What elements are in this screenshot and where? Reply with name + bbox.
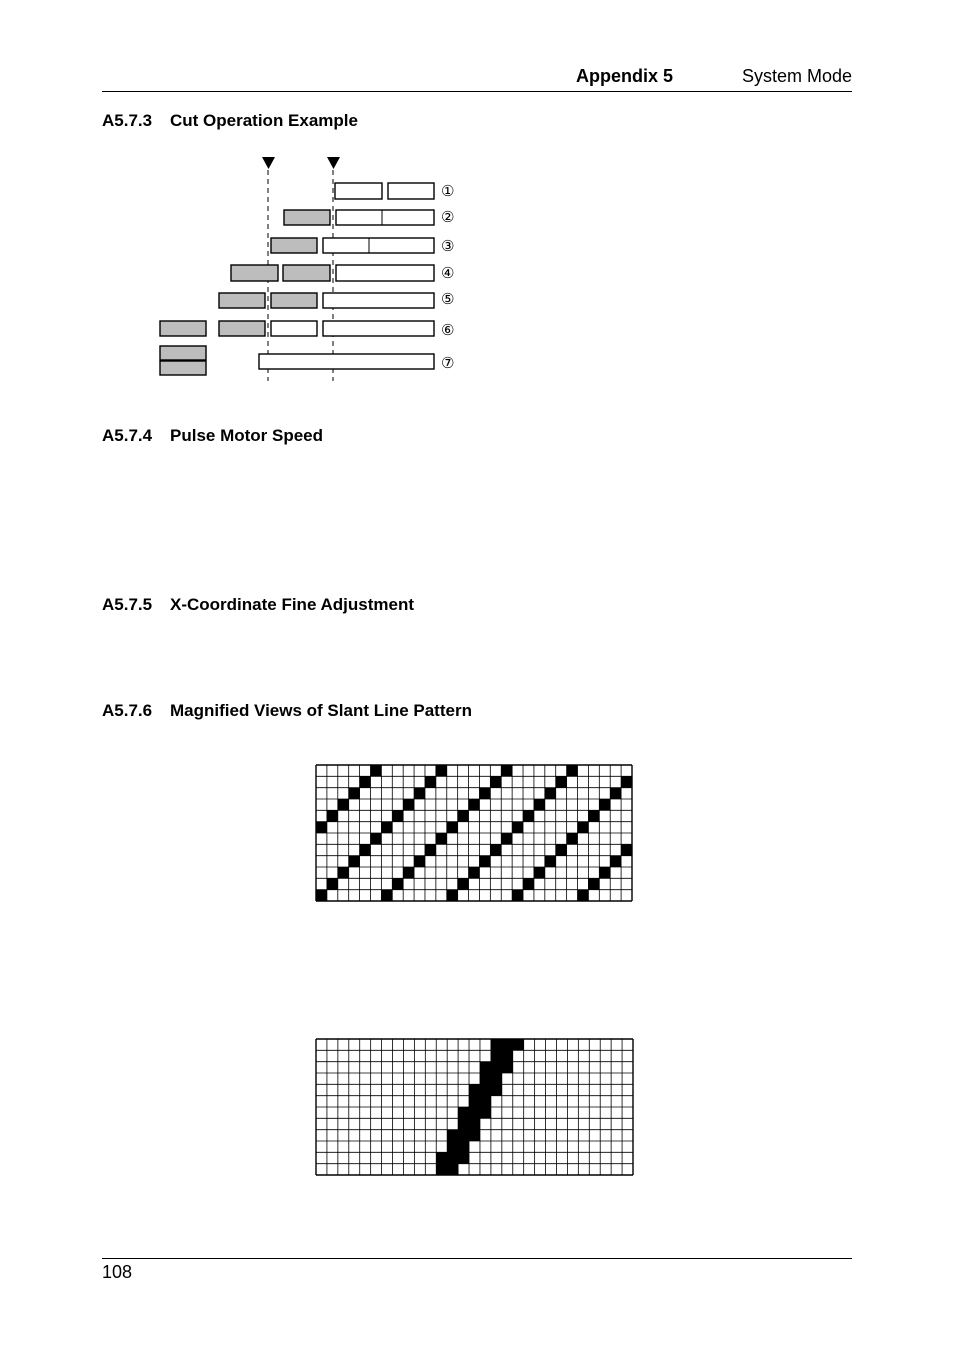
slant-pattern-2-dot (458, 1152, 469, 1163)
step-label: ⑥ (441, 321, 455, 339)
slant-pattern-2-dot (491, 1084, 502, 1095)
step-label: ④ (441, 264, 455, 282)
step-label: ③ (441, 237, 455, 255)
slant-pattern-2-dot (469, 1107, 480, 1118)
slant-pattern-2-dot (513, 1039, 524, 1050)
slant-pattern-2-dot (447, 1164, 458, 1175)
header-title: System Mode (741, 66, 852, 86)
slant-pattern-2-dot (502, 1050, 513, 1061)
slant-pattern-2-dot (480, 1084, 491, 1095)
page-footer (102, 1258, 852, 1282)
slant-pattern-2-dot (491, 1039, 502, 1050)
slant-pattern-2-dot (458, 1118, 469, 1129)
slant-pattern-2-dot (491, 1062, 502, 1073)
slant-pattern-2-dot (436, 1152, 447, 1163)
step-label: ⑦ (441, 354, 455, 372)
section-title: X-Coordinate Fine Adjustment (170, 595, 414, 614)
section-number: A5.7.5 (102, 595, 153, 614)
slant-pattern-2-dot (502, 1039, 513, 1050)
slant-pattern-2-dot (480, 1073, 491, 1084)
section-number: A5.7.6 (102, 701, 153, 720)
slant-pattern-2-dot (469, 1118, 480, 1129)
slant-pattern-2-dot (458, 1130, 469, 1141)
step-label: ⑤ (441, 290, 455, 308)
slant-pattern-2-dot (480, 1107, 491, 1118)
slant-pattern-2-dot (469, 1084, 480, 1095)
slant-pattern-2-dot (447, 1130, 458, 1141)
slant-pattern-2-dot (469, 1130, 480, 1141)
slant-pattern-2-dot (480, 1096, 491, 1107)
slant-pattern-2-dot (447, 1152, 458, 1163)
step-label: ② (441, 208, 455, 226)
section-title: Magnified Views of Slant Line Pattern (170, 701, 472, 720)
slant-pattern-2-dot (458, 1141, 469, 1152)
section-title: Pulse Motor Speed (170, 426, 324, 445)
slant-pattern-2-dot (469, 1096, 480, 1107)
page-number: 108 (102, 1262, 133, 1282)
slant-pattern-2-dot (491, 1073, 502, 1084)
section-number: A5.7.3 (102, 111, 153, 130)
slant-pattern-2-dot (491, 1050, 502, 1061)
step-label: ① (441, 182, 455, 200)
section-title: Cut Operation Example (170, 111, 358, 130)
slant-pattern-2-dot (502, 1062, 513, 1073)
slant-pattern-2-dot (436, 1164, 447, 1175)
slant-pattern-2-dot (480, 1062, 491, 1073)
slant-pattern-2-dot (447, 1141, 458, 1152)
section-number: A5.7.4 (102, 426, 153, 445)
header-section: Appendix 5 (576, 66, 674, 86)
slant-pattern-2-dot (458, 1107, 469, 1118)
